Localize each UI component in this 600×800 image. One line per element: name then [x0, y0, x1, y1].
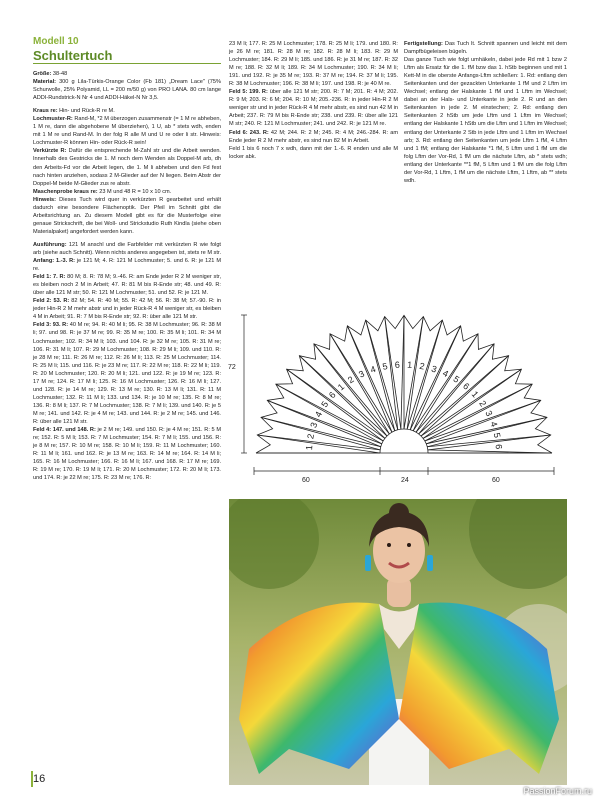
diagram-field-number: 3: [308, 421, 320, 430]
diagram-field-number: 2: [345, 374, 356, 386]
paragraph: [33, 196, 221, 236]
paragraph: [404, 56, 567, 185]
paragraph-text: Hin- und Rück-R re M.: [57, 108, 115, 115]
paragraph-label: Verkürzte R:: [33, 148, 67, 155]
width-label-center: 24: [401, 477, 409, 483]
paragraph-text: 300 g Lila-Türkis-Orange Color (Fb 181) „Dream Lace" (75% Schurwolle, 25% Polyamid, LL = 200 m/50 g) von PRO LANA. 80 cm lange ADDI-Rundstrick-N Nr 4 und ADDI-Häkel-N Nr 3,5.: [33, 79, 221, 102]
model-photo: [229, 499, 567, 785]
paragraph: [33, 78, 221, 102]
column-2-body: [229, 40, 398, 161]
title-rule: [33, 63, 221, 64]
diagram-field-number: 2: [418, 360, 426, 372]
diagram-diagonal: [287, 369, 384, 441]
paragraph-label: Feld 2: 53. R:: [33, 298, 70, 305]
diagram-diagonal: [428, 450, 552, 453]
paragraph-text: Rand-M, *2 M überzogen zusammenstr (= 1 M re abheben, 1 M re, dann die abgehobene M überziehen), 1 U, ab * stets wdh, enden mit 1 M re und Rand-M. In der folg R alle M und U re oder li str. Hinweis: Lochmuster-R können Hin- oder Rück-R sein!: [33, 116, 221, 147]
column-3-body: [404, 40, 567, 185]
paragraph-label: Feld 6: 243. R:: [229, 129, 269, 136]
diagram-field-number: 6: [461, 380, 472, 392]
paragraph-text: 121 M anschl und die Farbfelder mit verkürzten R wie folgt arb (siehe auch Schnitt). Wenn nichts anderes angegeben ist, stets re M str.: [33, 241, 222, 256]
paragraph-text: 42 M; 244. R: 2 M; 245. R: 4 M; 246.-284. R: am Ende jeder R 2 M mehr abstr, es sind nun 82 M in Arbeit.: [229, 129, 398, 144]
diagram-ray: [314, 344, 389, 434]
paragraph-label: Feld 4: 147. und 148. R:: [33, 427, 96, 434]
diagram-field-number: 4: [441, 367, 451, 380]
paragraph-text: über alle 121 M str; 200. R: 7 M; 201. R: 4 M; 202. R: 9 M; 203. R: 6 M; 204. R: 10 M; 205.-236. R: in jeder Hin-R 2 M weniger str und in jeder Rück-R 4 M mehr abstr, es sind nun 42 M in Arbeit; 237. R: 79 M bis R-Ende str; 238. und 239. R: über alle 121 M str; 240. R: 121 M Lochmuster; 241. und 242. R: je 121 M re.: [229, 89, 398, 128]
paragraph-text: je 2 M re; 149. und 150. R: je 4 M re; 151. R: 5 M re; 152. R: 5 M li; 153. R: 7 M Lochmuster; 154. R: 7 M li; 155. und 156. R: je 8 M re; 157. R: 10 M re; 158. R: 10 M li; 159. R: 11 M Lochmuster; 160. R: 11 M li; 161. und 162. R: je 13 M re; 163. R: 14 M re; 164. R: 14 M li; 165. R: 16 M Lochmuster; 166. R: 16 M li; 167. und 168. R: 17 M re; 169. R: 19 M re; 170. R: 19 M li; 171. R: 20 M Lochmuster; 172. R: 20 M li; 173. und 174. R: je 22 M re; 175. R: 23 M re; 176. R:: [33, 427, 222, 482]
diagram-field-number: 4: [312, 409, 325, 419]
paragraph-text: je 121 M; 4. R: 121 M Lochmuster; 5. und 6. R: je 121 M re.: [33, 258, 221, 273]
paragraph: [229, 40, 398, 88]
paragraph: [33, 107, 221, 115]
diagram-field-number: 5: [381, 361, 389, 372]
model-number: Modell 10: [33, 36, 79, 47]
paragraph-label: Ausführung:: [33, 241, 67, 248]
paragraph: [33, 273, 221, 297]
diagram-field-number: 1: [304, 444, 315, 451]
diagram-field-number: 1: [335, 381, 347, 393]
pattern-diagram: [228, 293, 568, 483]
column-1-body: [33, 70, 221, 482]
diagram-field-number: 6: [326, 389, 338, 401]
diagram-lines: [256, 315, 552, 453]
diagram-field-number: 3: [357, 368, 367, 380]
diagram-diagonal: [404, 317, 423, 429]
paragraph-label: Feld 3: 93. R:: [33, 322, 69, 329]
diagram-field-number: 6: [493, 443, 504, 450]
paragraph-label: Anfang: 1.-3. R:: [33, 258, 76, 265]
diagram-ray: [423, 369, 521, 438]
paragraph-text: Dieses Tuch wird quer in verkürzten R gearbeitet und erhält dadurch eine besondere Flächenoptik. Der Pfeil im Schnitt gibt die Arbeitsrichtung an. Zu diesem Modell gibt es für die Musterfolge eine genaue Strickschrift, die bei Woll- und Strickstudio Ruth Kindla (siehe oben Materialpaket) angefordert werden kann.: [33, 196, 221, 235]
paragraph-text: 80 M; 8. R: 78 M; 9.-46. R: am Ende jeder R 2 M weniger str, es bleiben noch 2 M in Arbeit; 47. R: 81 M bis R-Ende str; 48. und 49. R: über alle 121 M str; 50. R: 121 M Lochmuster; 51. und 52. R: je 121 M.: [33, 274, 222, 297]
diagram-diagonal: [416, 344, 494, 432]
paragraph: [229, 88, 398, 128]
paragraph: [33, 426, 221, 482]
diagram-field-number: 5: [491, 431, 503, 439]
watermark: PassionForum.ru: [523, 786, 592, 796]
paragraph-text: 40 M re; 94. R: 40 M li; 95. R: 38 M Lochmuster; 96. R: 38 M li; 97. und 98. R: je 37 M re; 99. R: 35 M re; 100. R: 35 M li; 101. R: 34 M Lochmuster; 102. R: 34 M li; 103. und 104. R: je 32 M re; 105. R: 31 M re; 106. R: 31 M li; 107. R: 29 M Lochmuster; 108. R: 29 M li; 109. und 110. R: je 28 M re; 111. R: 26 M re; 112. R: 26 M li; 113. R: 25 M Lochmuster; 114. R: 25 M li; 115. und 116. R: je 23 M re; 117. R: 22 M re; 118. R: 22 M li; 119. R: 20 M Lochmuster; 120. R: 20 M li; 121. und 122. R: je 19 M re; 123. R: 17 M re; 124. R: 17 M li; 125. R: 16 M Lochmuster; 126. R: 16 M li; 127. und 128. R: je 14 M re; 129. R: 13 M re; 130. R: 13 M li; 131. R: 11 M Lochmuster; 132. R: 11 M li; 133. und 134. R: je 10 M re; 135. R: 8 M re; 136. R: 8 M li; 137. R: 7 M Lochmuster; 138. R: 7 M li; 139. und 140. R: je 5 M re; 141. und 142. R: je 4 M re; 143. und 144. R: je 2 M re; 145. und 146. R: über alle 121 M str.: [33, 322, 221, 425]
paragraph: [33, 147, 221, 187]
diagram-field-number: 4: [488, 420, 500, 429]
column-3: [404, 40, 567, 185]
paragraph-text: Das Tuch lt. Schnitt spannen und leicht mit dem Dampfbügeleisen bügeln.: [404, 41, 567, 56]
paragraph-text: 23 M und 48 R = 10 x 10 cm.: [97, 188, 172, 195]
paragraph-text: 23 M li; 177. R: 25 M Lochmuster; 178. R: 25 M li; 179. und 180. R: je 26 M re; 181. R: 28 M re; 182. R: 28 M li; 183. R: 29 M Lochmuster; 184. R: 29 M li; 185. und 186. R: je 31 M re; 187. R: 32 M re; 188. R: 32 M li; 189. R: 34 M Lochmuster; 190. R: 34 M li; 191. und 192. R: je 35 M re; 193. R: 37 M re; 194. R: 37 M li; 195. R: 38 M Lochmuster; 196. R: 38 M li; 197. und 198. R: je 40 M re.: [229, 41, 398, 88]
paragraph-text: 82 M; 54. R: 40 M; 55. R: 42 M; 56. R: 38 M; 57.-90. R: in jeder Hin-R 2 M mehr abstr und in jeder Rück-R 4 M weniger str, es bleiben 4 M in Arbeit; 91. R: 7 M bis R-Ende str; 92. R: über alle 121 M str.: [33, 298, 221, 321]
diagram-field-number: 2: [477, 398, 489, 409]
paragraph-text: Das ganze Tuch wie folgt umhäkeln, dabei jede Rd mit 1 bzw 2 Lftm als Ersatz für die 1. fM bzw das 1. hStb beginnen und mit 1 Kett-M in die oberste Anfangs-Lftm schließen: 1. Rd: entlang den Seitenkanten und der gezackten Unterkante 1 fM und 2 Lftm im Wechsel; entlang der Halskante 1 fM und 1 Lftm im Wechsel; dabei an der Hals- und Unterkante in jede 2. R und an den Seitenkanten in jede 2. M einstechen; 2. Rd: entlang den Seitenkanten 2 hStb um jede Lftm und 1 Lftm im Wechsel; entlang der Halskante 1 hStb um die Lftm und 1 Lftm im Wechsel; entlang der Unterkante 2 Stb in jede Lftm und 1 Lftm im Wechsel arb; 3. Rd: entlang den Seitenkanten um jede Lftm 1 fM, 4 Lftm und 1 fM; entlang der Halskante *1 fM, 5 Lftm und 1 fM um die folg Lftm der Vor-Rd, 1 fM um die nächste Lftm, ab * stets wdh; entlang der Unterkante **1 fM, 5 Lftm und 1 fM um die folg Lftm der Vor-Rd, 1 Lftm, 1 fM um die nächste Lftm, 1 Lftm, ab ** stets wdh.: [404, 57, 567, 184]
diagram-field-number: 6: [394, 359, 401, 370]
width-label-right: 60: [492, 477, 500, 483]
paragraph-text: 38-48: [51, 71, 68, 77]
paragraph-label: Fertigstellung:: [404, 41, 443, 47]
diagram-neck-arc: [380, 429, 428, 453]
paragraph-label: Feld 5: 199. R:: [229, 89, 268, 96]
paragraph-label: Maschenprobe kraus re:: [33, 188, 98, 195]
height-label: 72: [228, 364, 236, 371]
paragraph: [33, 70, 221, 78]
paragraph-label: Kraus re:: [33, 108, 58, 115]
paragraph: [229, 145, 398, 161]
paragraph-text: Feld 1 bis 6 noch 7 x wdh, dann mit der 1.-6. R enden und alle M locker abk.: [229, 145, 398, 160]
paragraph-label: Material:: [33, 79, 57, 86]
column-1: [33, 36, 221, 482]
diagram-field-number: 1: [406, 359, 413, 370]
paragraph: [33, 257, 221, 273]
paragraph-label: Lochmuster-R:: [33, 116, 73, 123]
column-2: [229, 40, 398, 161]
paragraph: [229, 129, 398, 145]
paragraph: [33, 297, 221, 321]
paragraph-label: Feld 1: 7. R:: [33, 274, 66, 281]
model-photo-illustration: [229, 499, 567, 785]
diagram-field-number: 1: [469, 389, 481, 400]
diagram-field-number: 3: [430, 363, 439, 375]
paragraph-text: Dafür die entsprechende M-Zahl str und die Arbeit wenden. Innerhalb des Gestricks die 1. M noch dem Wenden als Doppel-M arb, dh den Arbeits-Fd vor die Arbeit legen, die 1. M li abheben und den Fd fest nach hinten anziehen, sodass 2 M-Glieder auf der N liegen. Beim Abstr der Doppel-M beide M-Glieder zus re abstr.: [33, 148, 221, 187]
diagram-field-number: 2: [305, 432, 317, 440]
paragraph-label: Größe:: [33, 71, 52, 77]
paragraph: [33, 321, 221, 426]
page-title: Schultertuch: [33, 48, 113, 63]
diagram-diagonal: [401, 315, 404, 429]
paragraph: [33, 241, 221, 257]
page-number: 16: [33, 773, 46, 785]
paragraph: [33, 115, 221, 147]
diagram-field-number: 4: [369, 363, 378, 376]
width-label-left: 60: [302, 477, 310, 483]
paragraph: [33, 188, 221, 196]
paragraph: [404, 40, 567, 56]
diagram-field-number: 5: [319, 399, 331, 410]
diagram-field-number: 3: [483, 409, 495, 418]
paragraph-label: Hinweis:: [33, 196, 57, 203]
diagram-diagonal: [257, 432, 380, 453]
diagram-field-number: 5: [451, 373, 462, 385]
